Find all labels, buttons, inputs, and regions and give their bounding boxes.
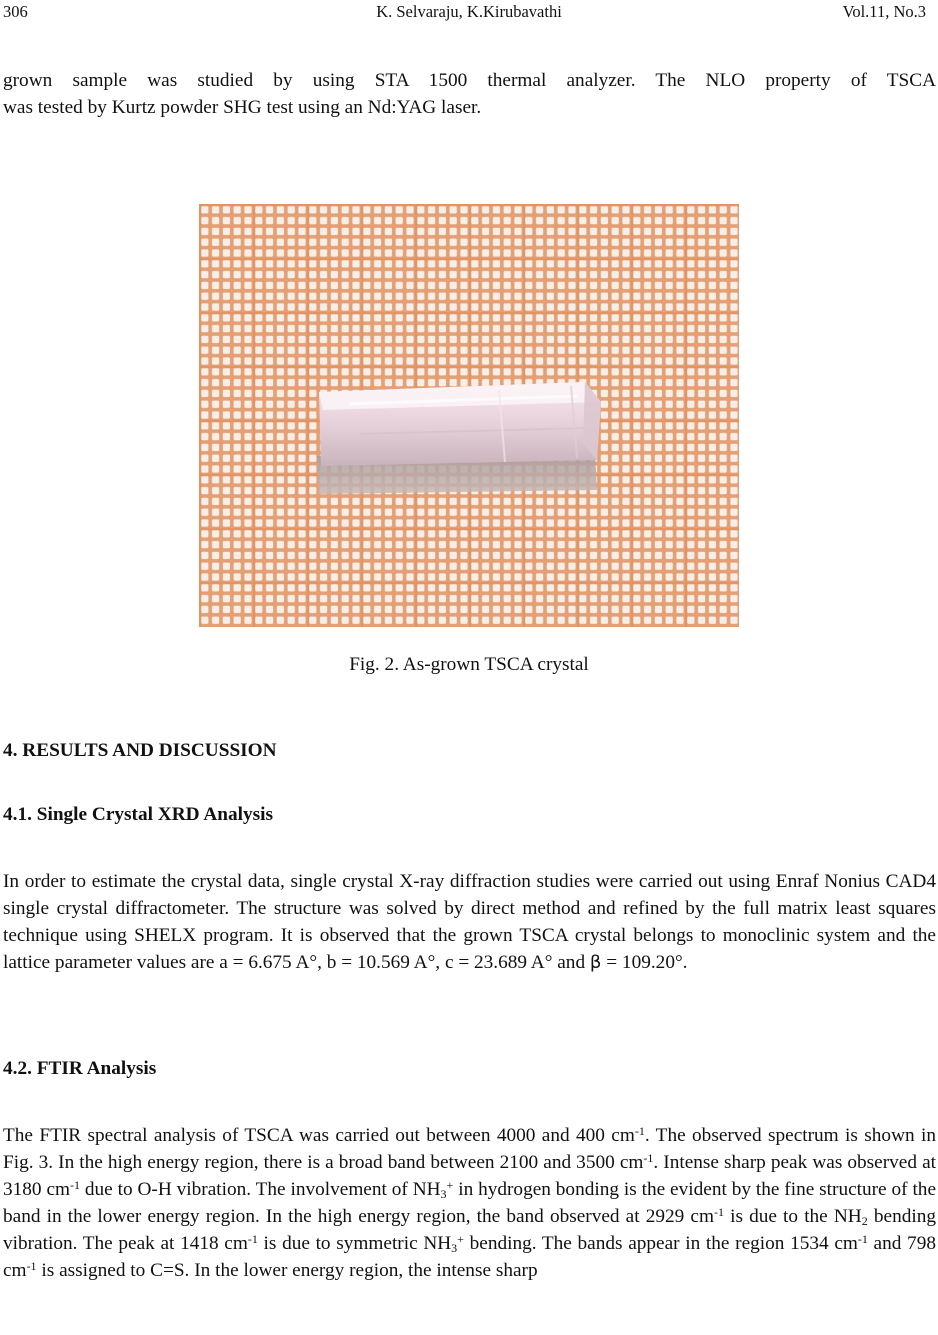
ftir-text-5: in hydrogen bonding is the evident by the fine structure of the band in the lower energy region. In the high energy region, the band observed at 2929 cm (3, 1179, 936, 1228)
ftir-text (3, 1122, 936, 1285)
subscript: 3 (440, 1187, 447, 1202)
ftir-paragraph (3, 1122, 936, 1285)
xrd-text-main: In order to estimate the crystal data, single crystal X-ray diffraction studies were carried out using Enraf Nonius CAD4 single crystal diffractometer. The structure was solved by direct method and refined by the full matrix least squares technique using SHELX program. It is observed that the grown TSCA crystal belongs to monoclinic system and the lattice parameter values are a = 6.675 A°, b = 10.569 A°, c = 23.689 A° and (3, 871, 936, 974)
subscript: 3 (451, 1241, 458, 1256)
page-number: 306 (3, 2, 28, 21)
running-header (0, 0, 938, 28)
ftir-text-4: due to O-H vibration. The involvement of NH (80, 1179, 441, 1201)
ftir-text-6: is due to the NH (723, 1206, 862, 1228)
section-4-2-heading: 4.2. FTIR Analysis (3, 1058, 157, 1079)
xrd-text (3, 868, 936, 976)
subscript: 2 (861, 1214, 868, 1229)
ftir-text-10: and 798 cm (3, 1233, 936, 1282)
superscript: + (446, 1178, 454, 1193)
ftir-text-11: is assigned to C=S. In the lower energy region, the intense sharp (36, 1260, 538, 1282)
ftir-text-9: bending. The bands appear in the region 1534 cm (463, 1233, 858, 1255)
crystal-shape (317, 382, 601, 494)
superscript: -1 (713, 1205, 724, 1220)
ftir-text-8: is due to symmetric NH (257, 1233, 452, 1255)
superscript: -1 (643, 1151, 654, 1166)
header-authors: K. Selvaraju, K.Kirubavathi (376, 2, 562, 21)
intro-line-1: grown sample was studied by using STA 1500 thermal analyzer. The NLO property of TSCA (3, 70, 936, 91)
superscript: -1 (857, 1232, 868, 1247)
section-4-heading: 4. RESULTS AND DISCUSSION (3, 740, 277, 761)
xrd-paragraph (3, 868, 936, 976)
intro-paragraph (3, 67, 936, 121)
ftir-text-2: . The observed spectrum is shown in Fig. 3. In the high energy region, there is a broad band between 2100 and 3500 cm (3, 1125, 937, 1174)
header-volume: Vol.11, No.3 (842, 2, 926, 21)
superscript: -1 (247, 1232, 258, 1247)
xrd-text-end: = 109.20°. (601, 952, 688, 974)
superscript: -1 (26, 1259, 37, 1274)
section-4-1-heading: 4.1. Single Crystal XRD Analysis (3, 804, 273, 825)
superscript: -1 (70, 1178, 81, 1193)
beta-symbol: β (589, 952, 602, 974)
crystal-photo (199, 204, 739, 627)
intro-line-2: was tested by Kurtz powder SHG test using an Nd:YAG laser. (3, 97, 482, 119)
ftir-text-1: The FTIR spectral analysis of TSCA was carried out between 4000 and 400 cm (3, 1125, 635, 1146)
ftir-text-3: . Intense sharp peak was observed at 3180 cm (3, 1152, 936, 1201)
figure-caption: Fig. 2. As-grown TSCA crystal (349, 654, 589, 675)
ftir-text-7: bending vibration. The peak at 1418 cm (3, 1206, 936, 1255)
superscript: + (457, 1232, 464, 1247)
superscript: -1 (634, 1124, 645, 1138)
